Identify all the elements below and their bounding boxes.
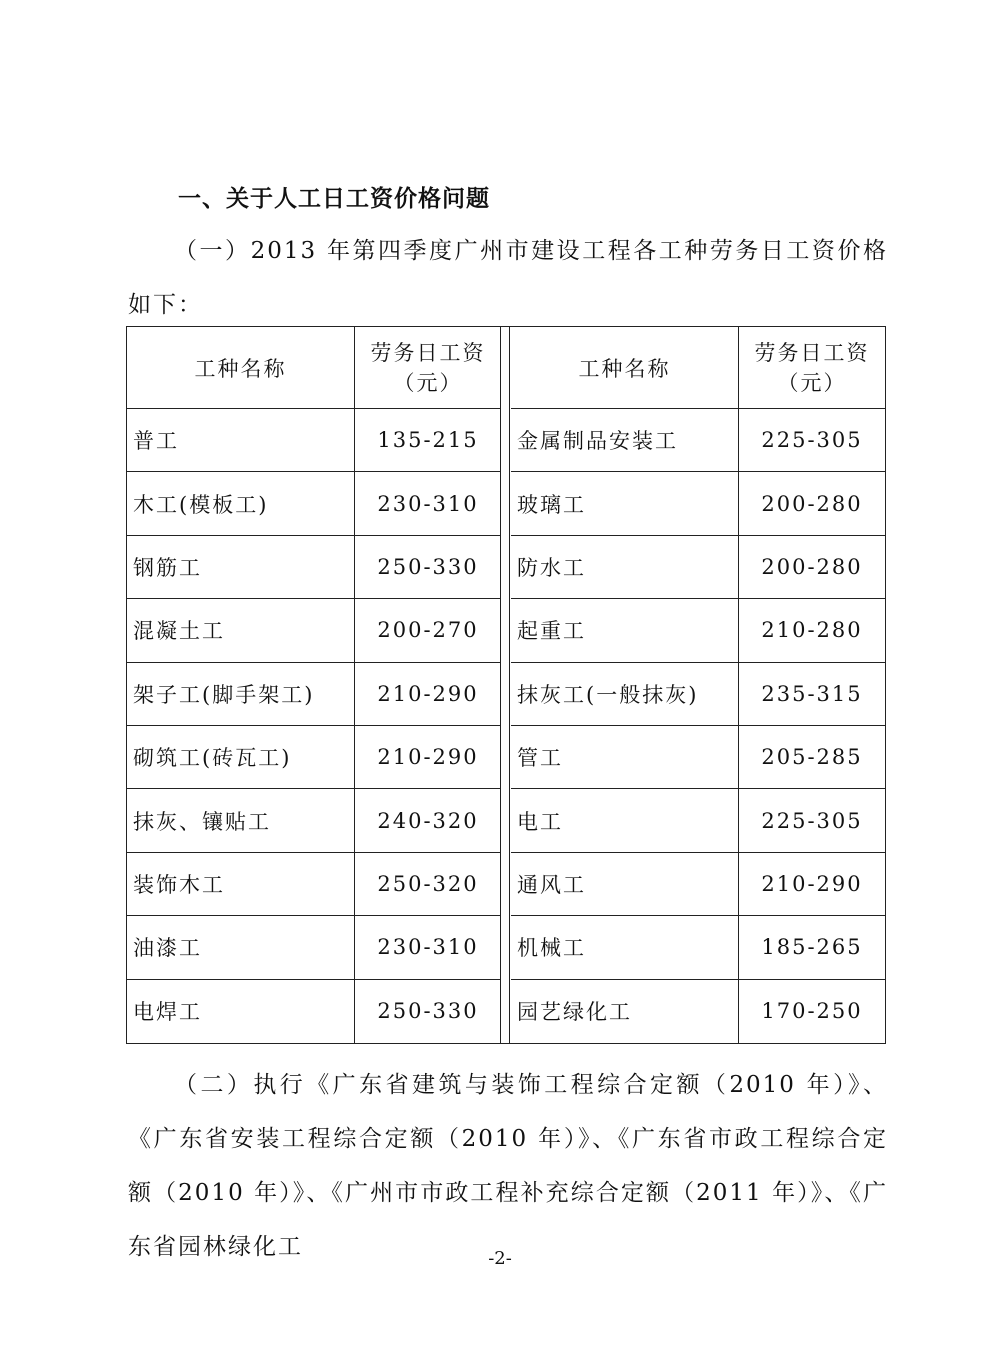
daily-wage-cell: 200-280 [739, 536, 885, 599]
daily-wage-cell: 225-305 [739, 409, 885, 472]
daily-wage-cell: 230-310 [355, 472, 501, 535]
daily-wage-cell: 235-315 [739, 663, 885, 726]
header-daily-wage [739, 327, 885, 409]
daily-wage-cell: 250-330 [355, 536, 501, 599]
section-heading: 一、关于人工日工资价格问题 [178, 186, 490, 212]
daily-wage-cell: 250-320 [355, 853, 501, 916]
daily-wage-cell: 205-285 [739, 726, 885, 789]
header-wage-unit: （元） [777, 370, 847, 395]
header-wage-line1: 劳务日工资 [370, 340, 486, 365]
header-trade-name: 工种名称 [511, 327, 739, 409]
trade-name-cell: 普工 [127, 409, 355, 472]
wage-table-left [127, 327, 501, 1043]
trade-name-cell: 防水工 [511, 536, 739, 599]
trade-name-cell: 架子工(脚手架工) [127, 663, 355, 726]
daily-wage-cell: 240-320 [355, 789, 501, 852]
daily-wage-cell: 135-215 [355, 409, 501, 472]
trade-name-cell: 钢筋工 [127, 536, 355, 599]
trade-name-cell: 园艺绿化工 [511, 980, 739, 1043]
trade-name-cell: 管工 [511, 726, 739, 789]
trade-name-cell: 金属制品安装工 [511, 409, 739, 472]
daily-wage-cell: 230-310 [355, 916, 501, 979]
header-daily-wage [355, 327, 501, 409]
daily-wage-cell: 200-270 [355, 599, 501, 662]
trade-name-cell: 油漆工 [127, 916, 355, 979]
trade-name-cell: 玻璃工 [511, 472, 739, 535]
trade-name-cell: 抹灰工(一般抹灰) [511, 663, 739, 726]
header-wage-unit: （元） [393, 370, 463, 395]
paragraph-2: （二）执行《广东省建筑与装饰工程综合定额（2010 年）》、《广东省安装工程综合定额（2010 年）》、《广东省市政工程综合定额（2010 年）》、《广州市市政工程补充综合定额（2011 年）》、《广东省园林绿化工 [128, 1072, 888, 1260]
trade-name-cell: 机械工 [511, 916, 739, 979]
daily-wage-cell: 210-280 [739, 599, 885, 662]
daily-wage-cell: 225-305 [739, 789, 885, 852]
daily-wage-cell: 170-250 [761, 999, 863, 1024]
header-trade-name: 工种名称 [127, 327, 355, 409]
daily-wage-cell: 185-265 [739, 916, 885, 979]
wage-table [126, 326, 886, 1044]
page-number: -2- [488, 1248, 512, 1269]
daily-wage-cell: 210-290 [355, 726, 501, 789]
daily-wage-cell: 210-290 [739, 853, 885, 916]
trade-name-cell: 混凝土工 [127, 599, 355, 662]
wage-table-right [511, 327, 885, 1043]
paragraph-1: （一）2013 年第四季度广州市建设工程各工种劳务日工资价格如下： [128, 238, 888, 318]
trade-name-cell: 电焊工 [127, 980, 355, 1043]
trade-name-cell: 起重工 [511, 599, 739, 662]
daily-wage-cell: 250-330 [377, 999, 479, 1024]
daily-wage-cell: 200-280 [739, 472, 885, 535]
trade-name-cell: 木工(模板工) [127, 472, 355, 535]
header-wage-line1: 劳务日工资 [754, 340, 870, 365]
daily-wage-cell: 210-290 [355, 663, 501, 726]
trade-name-cell: 砌筑工(砖瓦工) [127, 726, 355, 789]
trade-name-cell: 抹灰、镶贴工 [127, 789, 355, 852]
table-divider [500, 327, 510, 1043]
trade-name-cell: 通风工 [511, 853, 739, 916]
trade-name-cell: 装饰木工 [127, 853, 355, 916]
trade-name-cell: 电工 [511, 789, 739, 852]
